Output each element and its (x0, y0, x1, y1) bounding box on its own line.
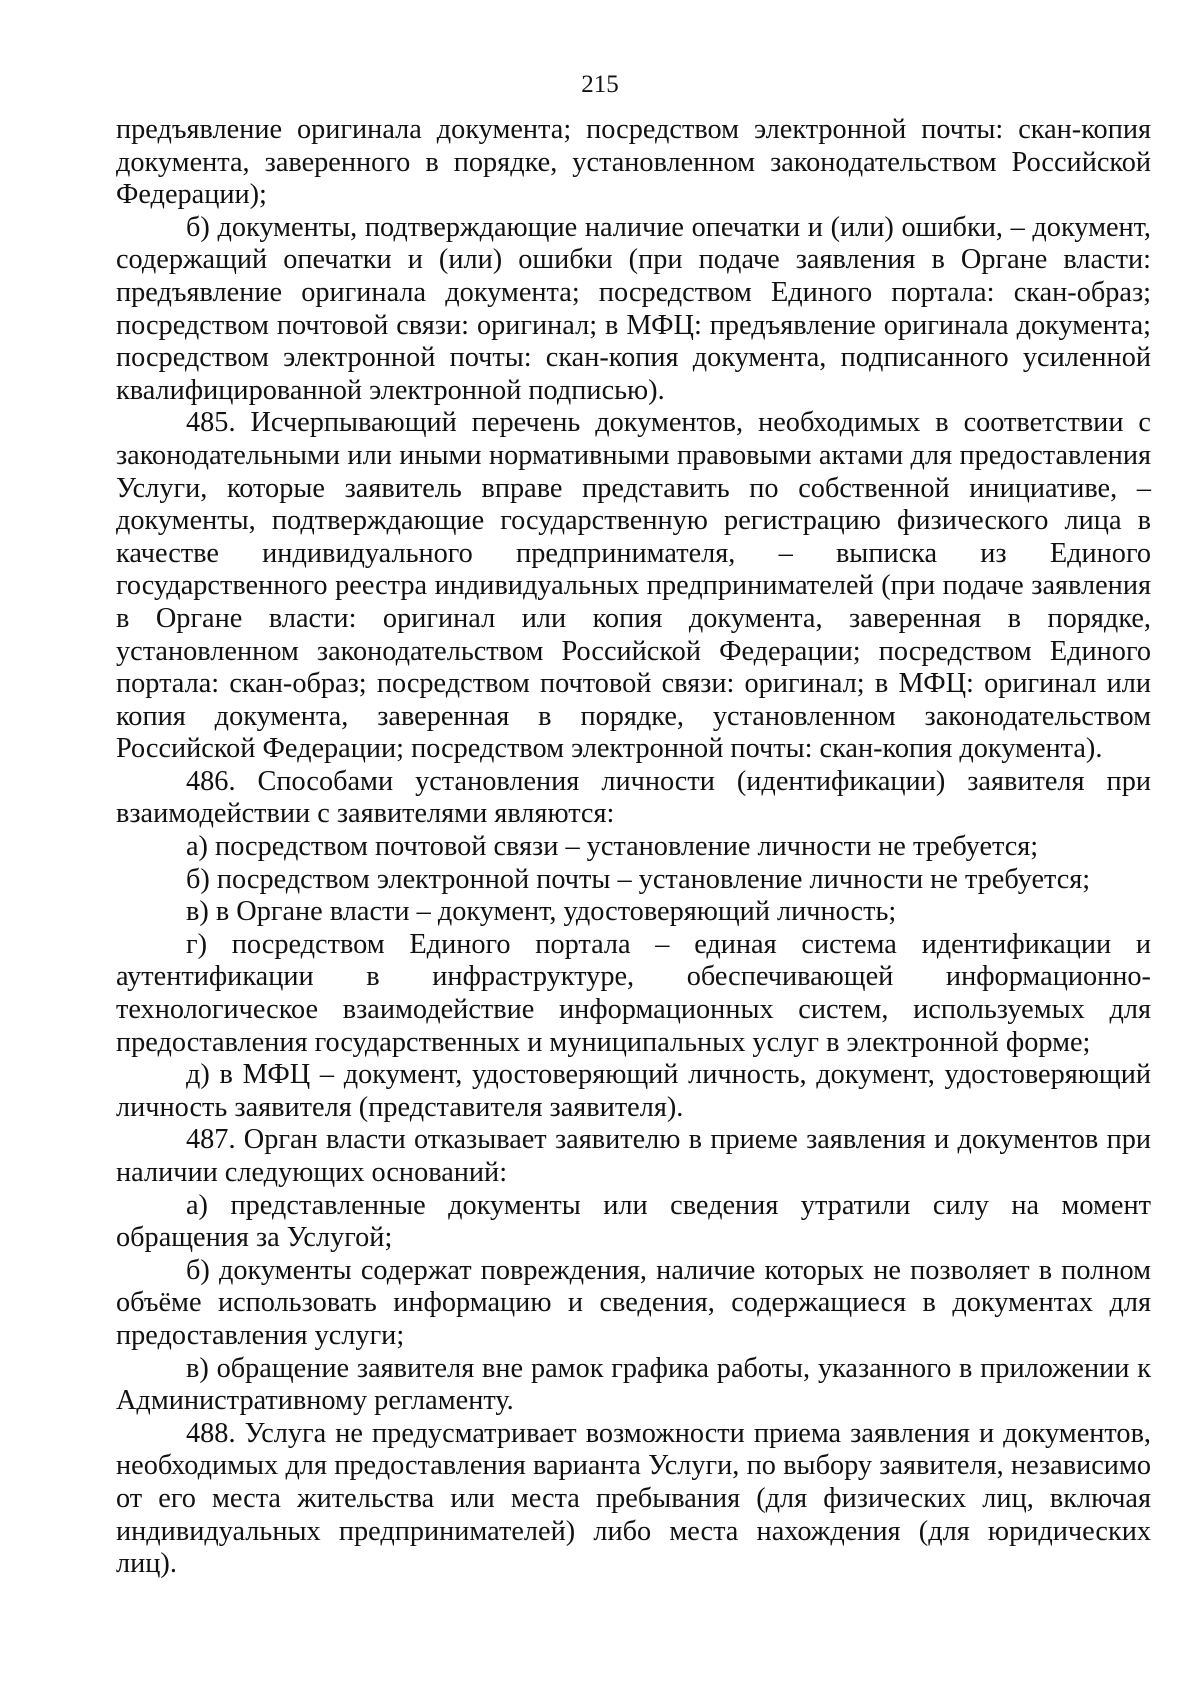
paragraph-488: 488. Услуга не предусматривает возможности приема заявления и документов, необходимых для предоставления варианта Услуги, по выбору заявителя, независимо от его места жительства или места пребывания (для физических лиц, включая индивидуальных предпринимателей) либо места нахождения (для юридических лиц). (116, 1417, 1151, 1580)
paragraph-486: 486. Способами установления личности (идентификации) заявителя при взаимодействии с заявителями являются: (116, 765, 1151, 830)
paragraph-486-v: в) в Органе власти – документ, удостоверяющий личность; (186, 896, 897, 928)
paragraph-486-g: г) посредством Единого портала – единая система идентификации и аутентификации в инфраструктуре, обеспечивающей информационно-технологическое взаимодействие информационных систем, используемых для предоставления государственных и муниципальных услуг в электронной форме; (116, 928, 1151, 1058)
paragraph-486-a: а) посредством почтовой связи – установление личности не требуется; (186, 831, 1039, 863)
paragraph-486-d: д) в МФЦ – документ, удостоверяющий личность, документ, удостоверяющий личность заявителя (представителя заявителя). (116, 1059, 1151, 1123)
paragraph-continuation: предъявление оригинала документа; посредством электронной почты: скан-копия документа, заверенного в порядке, установленном законодательством Российской Федерации); (116, 114, 1151, 211)
paragraph-item-b-typos: б) документы, подтверждающие наличие опечатки и (или) ошибки, – документ, содержащий опечатки и (или) ошибки (при подаче заявления в Органе власти: предъявление оригинала документа; посредством Единого портала: скан-образ; посредством почтовой связи: оригинал; в МФЦ: предъявление оригинала документа; посредством электронной почты: скан-копия документа, подписанного усиленной квалифицированной электронной подписью). (116, 211, 1151, 406)
paragraph-485: 485. Исчерпывающий перечень документов, необходимых в соответствии с законодательными или иными нормативными правовыми актами для предоставления Услуги, которые заявитель вправе представить по собственной инициативе, – документы, подтверждающие государственную регистрацию физического лица в качестве индивидуального предпринимателя, – выписка из Единого государственного реестра индивидуальных предпринимателей (при подаче заявления в Органе власти: оригинал или копия документа, заверенная в порядке, установленном законодательством Российской Федерации; посредством Единого портала: скан-образ; посредством почтовой связи: оригинал; в МФЦ: оригинал или копия документа, заверенная в порядке, установленном законодательством Российской Федерации; посредством электронной почты: скан-копия документа). (116, 407, 1151, 765)
document-body (116, 114, 1151, 1581)
paragraph-487-a: а) представленные документы или сведения утратили силу на момент обращения за Услугой; (116, 1189, 1151, 1254)
paragraph-486-b: б) посредством электронной почты – установление личности не требуется; (186, 863, 1091, 895)
paragraph-487-v: в) обращение заявителя вне рамок графика работы, указанного в приложении к Административному регламенту. (116, 1352, 1151, 1417)
paragraph-487: 487. Орган власти отказывает заявителю в приеме заявления и документов при наличии следующих оснований: (116, 1124, 1151, 1188)
paragraph-487-b: б) документы содержат повреждения, наличие которых не позволяет в полном объёме использовать информацию и сведения, содержащиеся в документах для предоставления услуги; (116, 1254, 1151, 1351)
page-number: 215 (581, 71, 619, 98)
